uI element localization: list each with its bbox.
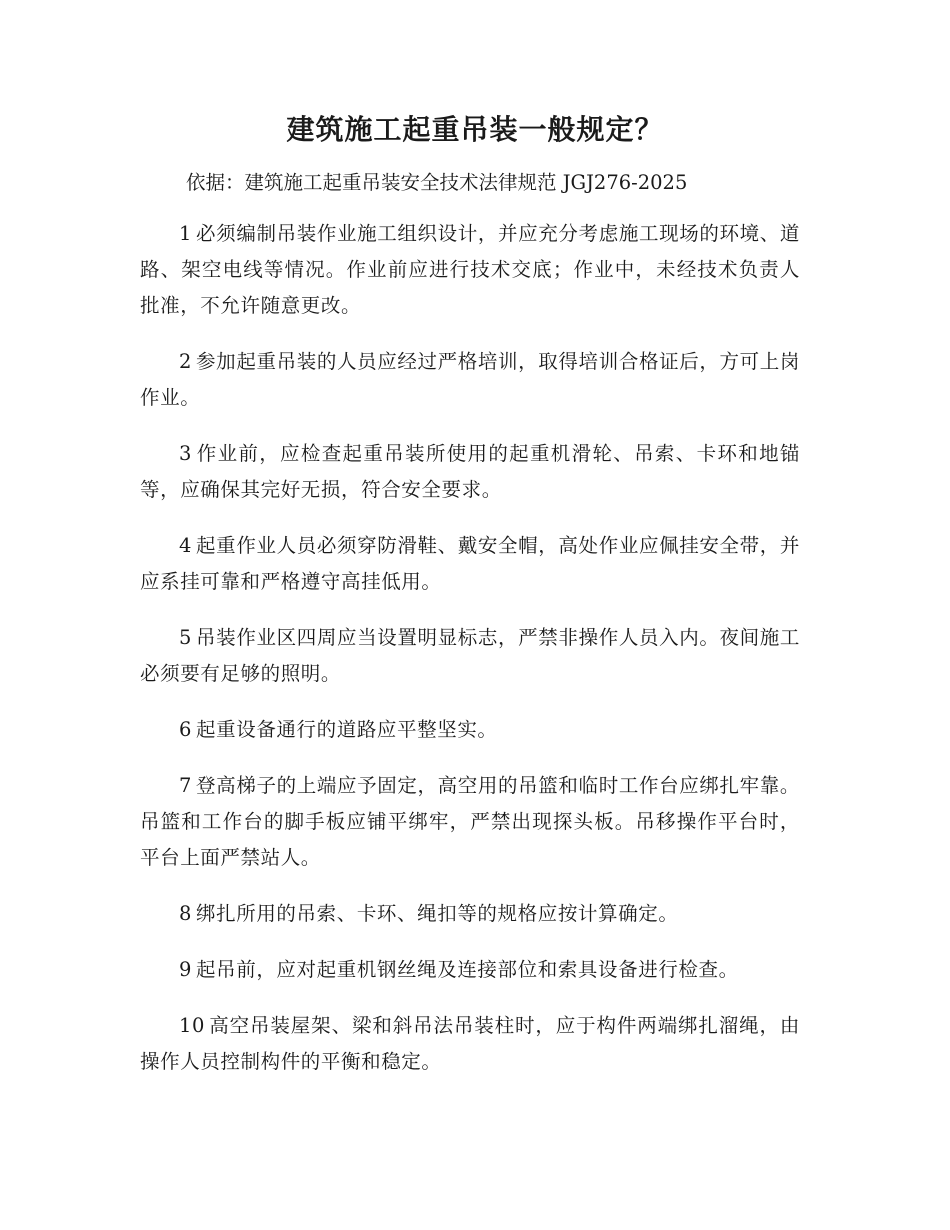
clause-text: 起重设备通行的道路应平整坚实。 xyxy=(196,718,498,741)
clause-3 xyxy=(140,436,800,508)
clause-text: 绑扎所用的吊索、卡环、绳扣等的规格应按计算确定。 xyxy=(196,902,679,925)
clause-text: 登高梯子的上端应予固定，高空用的吊篮和临时工作台应绑扎牢靠。吊篮和工作台的脚手板应铺平绑牢，严禁出现探头板。吊移操作平台时，平台上面严禁站人。 xyxy=(140,774,800,869)
clause-number: 9 xyxy=(179,958,193,981)
clause-8 xyxy=(140,896,800,932)
clause-number: 6 xyxy=(179,718,193,741)
clause-2 xyxy=(140,344,800,416)
document-title: 建筑施工起重吊装一般规定？ xyxy=(286,113,664,146)
clause-number: 5 xyxy=(179,626,193,649)
clause-text: 必须编制吊装作业施工组织设计，并应充分考虑施工现场的环境、道路、架空电线等情况。作业前应进行技术交底；作业中，未经技术负责人批准，不允许随意更改。 xyxy=(140,222,800,317)
clause-10 xyxy=(140,1008,800,1080)
clause-number: 2 xyxy=(179,350,193,373)
clause-number: 1 xyxy=(179,222,193,245)
clause-9 xyxy=(140,952,800,988)
clause-7 xyxy=(140,768,800,876)
clause-text: 高空吊装屋架、梁和斜吊法吊装柱时，应于构件两端绑扎溜绳，由操作人员控制构件的平衡和稳定。 xyxy=(140,1014,800,1073)
clause-number: 10 xyxy=(179,1014,206,1037)
clause-6 xyxy=(140,712,800,748)
clause-4 xyxy=(140,528,800,600)
clause-text: 吊装作业区四周应当设置明显标志，严禁非操作人员入内。夜间施工必须要有足够的照明。 xyxy=(140,626,800,685)
clause-text: 参加起重吊装的人员应经过严格培训，取得培训合格证后，方可上岗作业。 xyxy=(140,350,800,409)
clause-list xyxy=(140,216,800,1100)
clause-number: 7 xyxy=(179,774,193,797)
clause-text: 起吊前，应对起重机钢丝绳及连接部位和索具设备进行检查。 xyxy=(196,958,739,981)
clause-number: 4 xyxy=(179,534,193,557)
regulation-basis: 依据：建筑施工起重吊装安全技术法律规范 JGJ276-2025 xyxy=(186,171,688,194)
clause-1 xyxy=(140,216,800,324)
clause-text: 起重作业人员必须穿防滑鞋、戴安全帽，高处作业应佩挂安全带，并应系挂可靠和严格遵守高挂低用。 xyxy=(140,534,800,593)
clause-5 xyxy=(140,620,800,692)
clause-text: 作业前，应检查起重吊装所使用的起重机滑轮、吊索、卡环和地锚等，应确保其完好无损，符合安全要求。 xyxy=(140,442,800,501)
clause-number: 3 xyxy=(179,442,193,465)
clause-number: 8 xyxy=(179,902,193,925)
